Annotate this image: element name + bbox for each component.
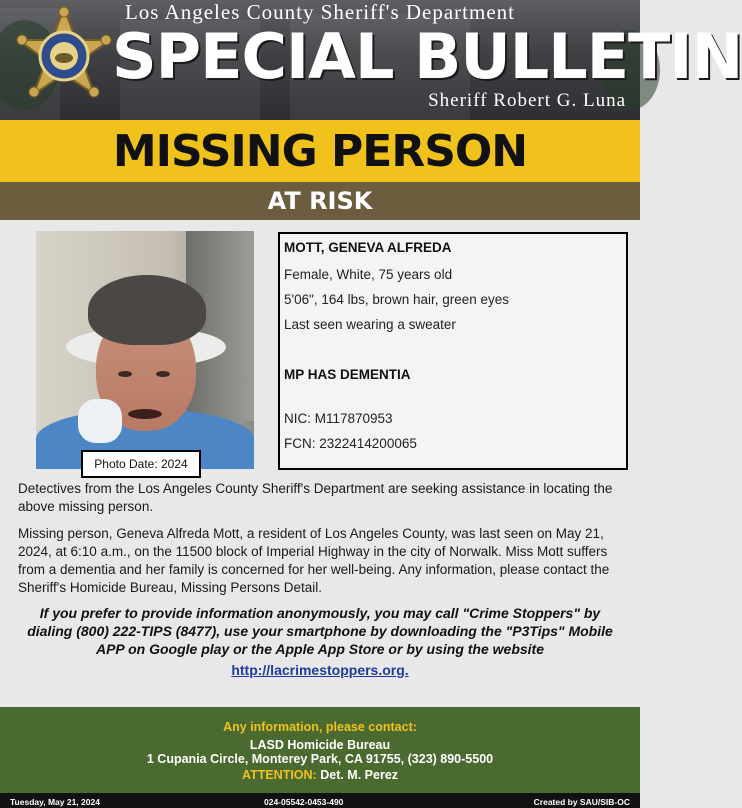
person-demographics: Female, White, 75 years old [284, 267, 453, 282]
person-physical-description: 5'06", 164 lbs, brown hair, green eyes [284, 292, 510, 307]
contact-bureau: LASD Homicide Bureau [249, 738, 391, 752]
contact-heading: Any information, please contact: [223, 720, 417, 734]
bulletin-code: 024-05542-0453-490 [264, 797, 344, 807]
at-risk-subhead: AT RISK [267, 187, 373, 215]
photo-date-label: Photo Date: 2024 [81, 450, 201, 478]
person-info-box [278, 232, 628, 470]
crime-stoppers-link[interactable]: http://lacrimestoppers.org. [231, 662, 409, 678]
intro-paragraph: Detectives from the Los Angeles County Sheriff's Department are seeking assistance in locating the above missing person. [18, 481, 613, 514]
missing-person-headline: MISSING PERSON [112, 126, 528, 177]
department-name: Los Angeles County Sheriff's Department [124, 0, 515, 24]
person-name: MOTT, GENEVA ALFREDA [284, 240, 452, 255]
fcn-number: FCN: 2322414200065 [284, 436, 417, 451]
contact-address: 1 Cupania Circle, Monterey Park, CA 91755, (323) 890-5500 [146, 752, 494, 766]
attention-label: ATTENTION: [241, 768, 317, 782]
attention-name: Det. M. Perez [320, 768, 399, 782]
dementia-alert: MP HAS DEMENTIA [284, 367, 411, 382]
sheriff-star-badge-icon [16, 6, 112, 112]
bulletin-title: SPECIAL BULLETIN [112, 20, 742, 93]
nic-number: NIC: M117870953 [284, 411, 393, 426]
details-paragraph: Missing person, Geneva Alfreda Mott, a resident of Los Angeles County, was last seen on May 21, 2024, at 6:10 a.m., on the 11500 block of Imperial Highway in the city of Norwalk. Miss Mott suffers from a dementia and her family is concerned for her well-being. Any information, please contact the Sheriff's Homicide Bureau, Missing Persons Detail. [18, 526, 610, 595]
bulletin-creator: Created by SAU/SIB-OC [533, 797, 630, 807]
crime-stoppers-paragraph: If you prefer to provide information anonymously, you may call "Crime Stoppers" by dialing (800) 222-TIPS (8477), use your smartphone by downloading the "P3Tips" Mobile APP on Google play or the Apple App Store or by using the website [27, 605, 613, 657]
missing-person-photo [36, 231, 254, 454]
sheriff-name: Sheriff Robert G. Luna [428, 90, 626, 111]
bulletin-date: Tuesday, May 21, 2024 [10, 797, 100, 807]
attention-line [0, 768, 640, 782]
person-clothing: Last seen wearing a sweater [284, 317, 456, 332]
